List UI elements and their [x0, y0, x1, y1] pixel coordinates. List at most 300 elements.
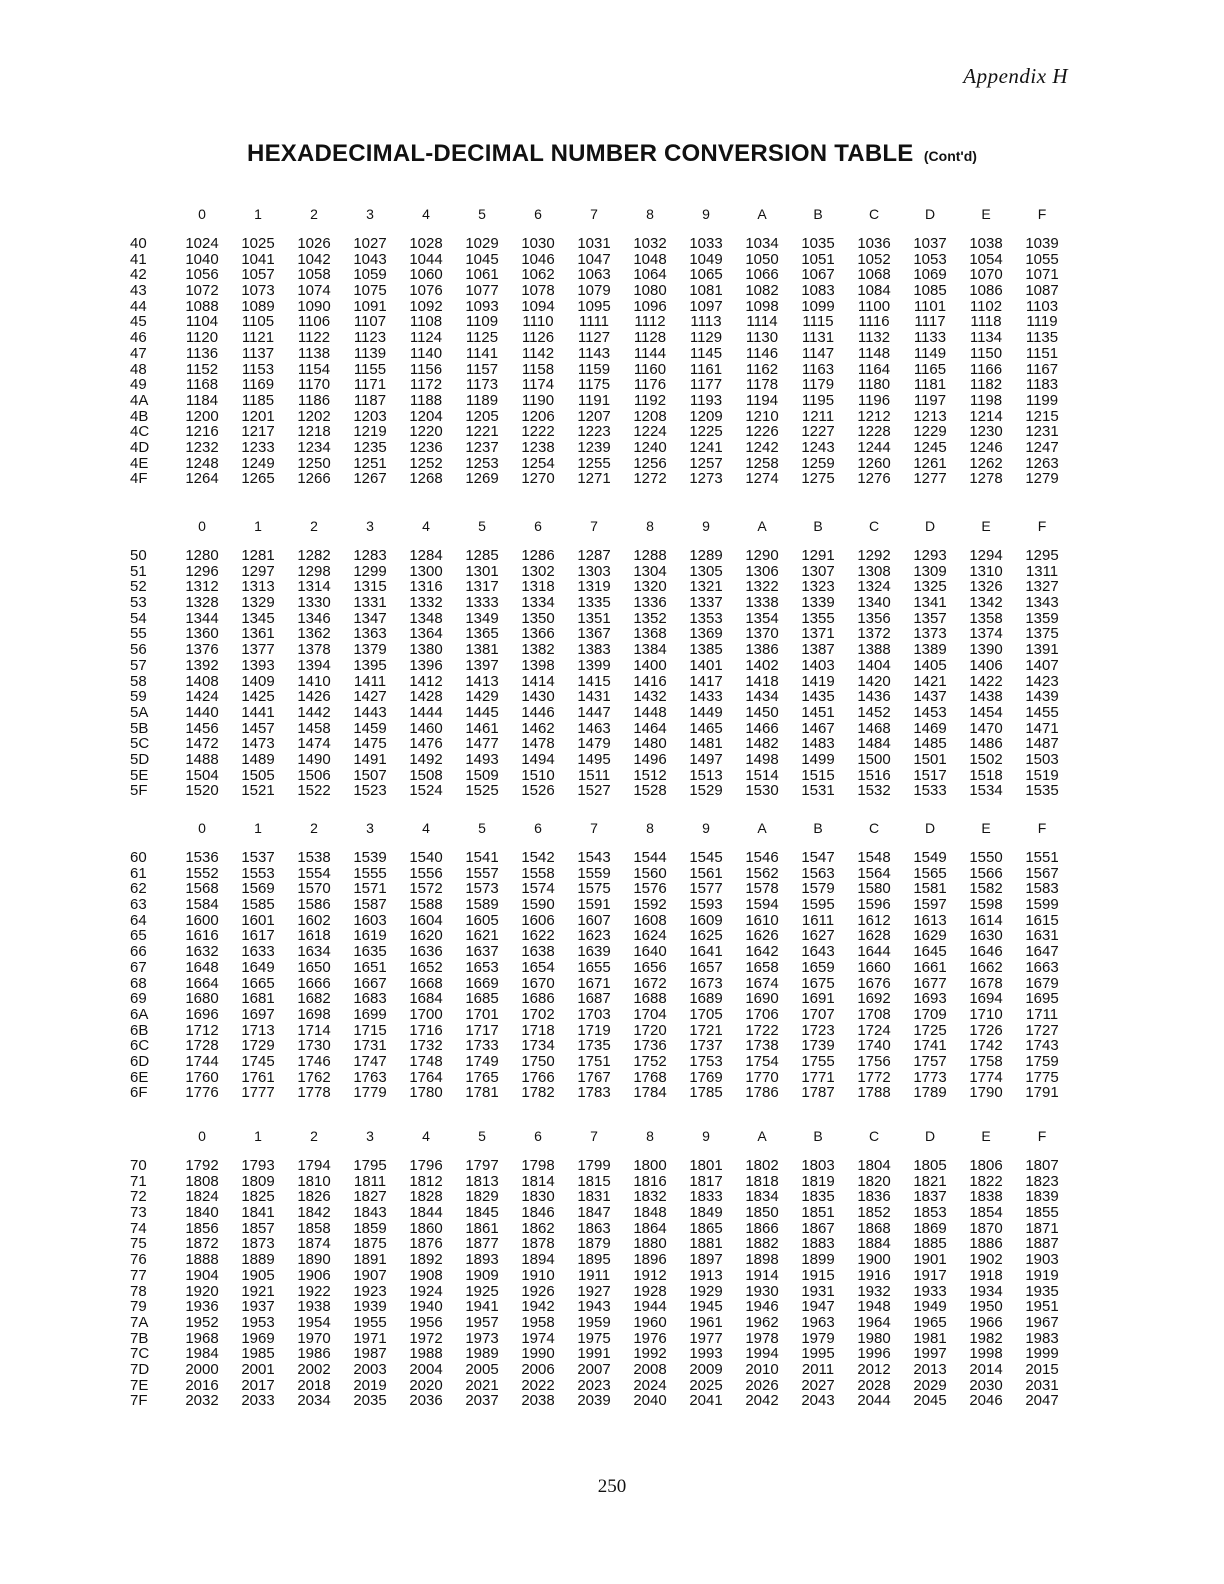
table-cell: 1908 [409, 1266, 443, 1284]
table-cell: 1642 [745, 943, 779, 961]
table-cell: 1562 [745, 864, 779, 882]
table-cell: 1734 [521, 1037, 555, 1055]
table-cell: 1172 [409, 376, 443, 394]
column-header: 1 [254, 820, 262, 836]
table-cell: 1559 [577, 864, 611, 882]
table-cell: 1775 [1025, 1068, 1059, 1086]
table-cell: 1970 [297, 1329, 331, 1347]
table-cell: 1614 [969, 911, 1003, 929]
table-cell: 1854 [969, 1204, 1003, 1222]
table-cell: 1829 [465, 1188, 499, 1206]
table-cell: 1307 [801, 562, 835, 580]
column-header: 6 [534, 518, 542, 534]
row-label: 7C [130, 1345, 150, 1363]
table-cell: 1965 [913, 1313, 947, 1331]
table-cell: 1865 [689, 1219, 723, 1237]
table-row [126, 1331, 1070, 1347]
table-cell: 1324 [857, 578, 891, 596]
table-cell: 1806 [969, 1157, 1003, 1174]
table-cell: 1727 [1025, 1021, 1059, 1039]
row-label: 77 [130, 1266, 147, 1284]
table-cell: 1803 [801, 1157, 835, 1174]
row-label: 5E [130, 766, 149, 784]
table-cell: 1337 [689, 594, 723, 612]
table-cell: 1330 [297, 594, 331, 612]
table-cell: 1175 [577, 376, 611, 394]
table-cell: 1863 [577, 1219, 611, 1237]
table-cell: 1592 [633, 896, 667, 914]
table-cell: 1343 [1025, 594, 1059, 612]
table-cell: 1648 [185, 958, 219, 976]
table-cell: 1566 [969, 864, 1003, 882]
table-cell: 1496 [633, 750, 667, 768]
table-cell: 1375 [1025, 625, 1059, 643]
table-cell: 1448 [633, 703, 667, 721]
table-cell: 1629 [913, 927, 947, 945]
table-cell: 1643 [801, 943, 835, 961]
table-cell: 1300 [409, 562, 443, 580]
table-cell: 1346 [297, 609, 331, 627]
table-cell: 1526 [521, 782, 555, 800]
table-cell: 1258 [745, 454, 779, 472]
table-cell: 1699 [353, 1005, 387, 1023]
table-row [126, 236, 1070, 252]
column-header: 9 [702, 820, 710, 836]
table-cell: 1712 [185, 1021, 219, 1039]
table-cell: 1161 [689, 360, 723, 378]
table-cell: 1128 [633, 329, 667, 347]
table-row [126, 548, 1070, 564]
table-cell: 1378 [297, 641, 331, 659]
table-cell: 1454 [969, 703, 1003, 721]
column-header: 0 [198, 518, 206, 534]
table-cell: 1490 [297, 750, 331, 768]
column-header: 0 [198, 206, 206, 222]
table-cell: 1103 [1025, 297, 1059, 315]
table-cell: 1724 [857, 1021, 891, 1039]
table-cell: 1972 [409, 1329, 443, 1347]
table-cell: 1065 [689, 266, 723, 284]
table-cell: 1388 [857, 641, 891, 659]
table-cell: 1269 [465, 470, 499, 488]
table-cell: 1093 [465, 297, 499, 315]
table-cell: 1832 [633, 1188, 667, 1206]
table-cell: 1772 [857, 1068, 891, 1086]
table-cell: 1819 [801, 1172, 835, 1190]
table-row [126, 960, 1070, 976]
table-cell: 1466 [745, 719, 779, 737]
table-cell: 1828 [409, 1188, 443, 1206]
table-cell: 1529 [689, 782, 723, 800]
table-cell: 1239 [577, 438, 611, 456]
table-cell: 1824 [185, 1188, 219, 1206]
table-cell: 1637 [465, 943, 499, 961]
row-label: 70 [130, 1157, 147, 1174]
table-cell: 2044 [857, 1392, 891, 1410]
table-cell: 1778 [297, 1084, 331, 1102]
table-row [126, 928, 1070, 944]
table-row [126, 314, 1070, 330]
row-label: 68 [130, 974, 147, 992]
table-cell: 1256 [633, 454, 667, 472]
table-row [126, 377, 1070, 393]
table-row [126, 393, 1070, 409]
table-cell: 1922 [297, 1282, 331, 1300]
column-header-row [126, 814, 1070, 842]
table-cell: 2000 [185, 1360, 219, 1378]
row-label: 5B [130, 719, 149, 737]
table-cell: 1577 [689, 880, 723, 898]
table-cell: 1991 [577, 1345, 611, 1363]
table-cell: 2001 [241, 1360, 275, 1378]
table-cell: 1205 [465, 407, 499, 425]
table-cell: 1695 [1025, 990, 1059, 1008]
table-cell: 1305 [689, 562, 723, 580]
row-label: 7A [130, 1313, 149, 1331]
table-cell: 1225 [689, 423, 723, 441]
table-cell: 1701 [465, 1005, 499, 1023]
table-row [126, 1174, 1070, 1190]
table-cell: 1459 [353, 719, 387, 737]
table-cell: 1250 [297, 454, 331, 472]
table-cell: 1064 [633, 266, 667, 284]
column-header: 8 [646, 820, 654, 836]
table-cell: 1672 [633, 974, 667, 992]
table-cell: 1662 [969, 958, 1003, 976]
table-cell: 1136 [185, 344, 219, 362]
table-cell: 1948 [857, 1298, 891, 1316]
table-cell: 1033 [689, 235, 723, 252]
table-cell: 1335 [577, 594, 611, 612]
table-cell: 1571 [353, 880, 387, 898]
table-cell: 1707 [801, 1005, 835, 1023]
table-row [126, 283, 1070, 299]
column-header: 9 [702, 206, 710, 222]
table-cell: 1811 [353, 1172, 387, 1190]
table-cell: 1694 [969, 990, 1003, 1008]
table-cell: 1844 [409, 1204, 443, 1222]
table-cell: 1236 [409, 438, 443, 456]
table-cell: 1781 [465, 1084, 499, 1102]
table-cell: 1499 [801, 750, 835, 768]
table-cell: 1809 [241, 1172, 275, 1190]
table-cell: 1308 [857, 562, 891, 580]
table-cell: 1446 [521, 703, 555, 721]
table-cell: 1892 [409, 1251, 443, 1269]
table-cell: 1434 [745, 688, 779, 706]
table-cell: 1413 [465, 672, 499, 690]
column-header: F [1037, 206, 1047, 222]
table-cell: 1603 [353, 911, 387, 929]
table-cell: 1252 [409, 454, 443, 472]
table-row [126, 1252, 1070, 1268]
table-cell: 1465 [689, 719, 723, 737]
table-cell: 1536 [185, 849, 219, 866]
table-cell: 1498 [745, 750, 779, 768]
column-header: 2 [310, 1128, 318, 1144]
table-cell: 1290 [745, 547, 779, 564]
table-cell: 1385 [689, 641, 723, 659]
table-cell: 1401 [689, 656, 723, 674]
row-label: 53 [130, 594, 147, 612]
table-cell: 1158 [521, 360, 555, 378]
table-cell: 1149 [913, 344, 947, 362]
table-cell: 1589 [465, 896, 499, 914]
row-label: 60 [130, 849, 147, 866]
table-cell: 1954 [297, 1313, 331, 1331]
table-cell: 1786 [745, 1084, 779, 1102]
table-cell: 1596 [857, 896, 891, 914]
table-cell: 1034 [745, 235, 779, 252]
table-cell: 1262 [969, 454, 1003, 472]
column-header: 5 [478, 206, 486, 222]
table-cell: 1754 [745, 1052, 779, 1070]
table-cell: 2028 [857, 1376, 891, 1394]
table-cell: 1579 [801, 880, 835, 898]
table-cell: 2026 [745, 1376, 779, 1394]
table-cell: 1631 [1025, 927, 1059, 945]
table-block-50 [126, 512, 1070, 799]
column-header: C [868, 518, 880, 534]
table-cell: 1215 [1025, 407, 1059, 425]
table-cell: 2006 [521, 1360, 555, 1378]
table-cell: 1733 [465, 1037, 499, 1055]
table-cell: 1314 [297, 578, 331, 596]
table-cell: 1840 [185, 1204, 219, 1222]
table-cell: 1802 [745, 1157, 779, 1174]
table-cell: 1659 [801, 958, 835, 976]
table-cell: 1310 [969, 562, 1003, 580]
table-cell: 1881 [689, 1235, 723, 1253]
table-cell: 1511 [577, 766, 611, 784]
table-cell: 1150 [969, 344, 1003, 362]
column-header: B [813, 820, 823, 836]
table-cell: 1852 [857, 1204, 891, 1222]
table-cell: 1673 [689, 974, 723, 992]
table-cell: 1501 [913, 750, 947, 768]
row-label: 47 [130, 344, 147, 362]
table-cell: 1984 [185, 1345, 219, 1363]
table-cell: 1848 [633, 1204, 667, 1222]
table-cell: 1230 [969, 423, 1003, 441]
column-header: A [757, 820, 767, 836]
table-cell: 1916 [857, 1266, 891, 1284]
table-cell: 1266 [297, 470, 331, 488]
table-cell: 1240 [633, 438, 667, 456]
table-cell: 1157 [465, 360, 499, 378]
table-cell: 1546 [745, 849, 779, 866]
table-cell: 2043 [801, 1392, 835, 1410]
table-cell: 2037 [465, 1392, 499, 1410]
row-label: 50 [130, 547, 147, 564]
table-cell: 1652 [409, 958, 443, 976]
table-cell: 1492 [409, 750, 443, 768]
table-row [126, 471, 1070, 487]
table-cell: 1420 [857, 672, 891, 690]
table-cell: 1436 [857, 688, 891, 706]
table-cell: 1127 [577, 329, 611, 347]
row-label: 6D [130, 1052, 150, 1070]
table-cell: 1565 [913, 864, 947, 882]
column-header: E [981, 820, 991, 836]
table-cell: 1069 [913, 266, 947, 284]
table-cell: 1812 [409, 1172, 443, 1190]
table-cell: 1193 [689, 391, 723, 409]
table-cell: 1097 [689, 297, 723, 315]
table-cell: 1903 [1025, 1251, 1059, 1269]
table-cell: 1839 [1025, 1188, 1059, 1206]
table-cell: 1740 [857, 1037, 891, 1055]
table-cell: 1612 [857, 911, 891, 929]
table-cell: 1687 [577, 990, 611, 1008]
table-cell: 1857 [241, 1219, 275, 1237]
table-cell: 1106 [297, 313, 331, 331]
table-row [126, 626, 1070, 642]
table-cell: 1430 [521, 688, 555, 706]
table-cell: 1517 [913, 766, 947, 784]
table-cell: 1870 [969, 1219, 1003, 1237]
table-cell: 1283 [353, 547, 387, 564]
table-cell: 1681 [241, 990, 275, 1008]
table-cell: 1864 [633, 1219, 667, 1237]
row-label: 4E [130, 454, 149, 472]
table-cell: 1575 [577, 880, 611, 898]
table-cell: 1976 [633, 1329, 667, 1347]
table-cell: 1683 [353, 990, 387, 1008]
table-cell: 1304 [633, 562, 667, 580]
table-cell: 1910 [521, 1266, 555, 1284]
table-cell: 1472 [185, 735, 219, 753]
table-cell: 1404 [857, 656, 891, 674]
table-row [126, 721, 1070, 737]
table-cell: 1503 [1025, 750, 1059, 768]
table-cell: 1943 [577, 1298, 611, 1316]
table-cell: 1502 [969, 750, 1003, 768]
table-cell: 1679 [1025, 974, 1059, 992]
table-cell: 1729 [241, 1037, 275, 1055]
table-cell: 1902 [969, 1251, 1003, 1269]
table-cell: 1525 [465, 782, 499, 800]
table-cell: 1636 [409, 943, 443, 961]
table-cell: 1183 [1025, 376, 1059, 394]
table-cell: 1895 [577, 1251, 611, 1269]
row-label: 79 [130, 1298, 147, 1316]
column-header: 5 [478, 820, 486, 836]
table-cell: 1130 [745, 329, 779, 347]
table-cell: 1937 [241, 1298, 275, 1316]
table-cell: 1758 [969, 1052, 1003, 1070]
table-cell: 1884 [857, 1235, 891, 1253]
table-cell: 1750 [521, 1052, 555, 1070]
table-cell: 1257 [689, 454, 723, 472]
row-label: 6C [130, 1037, 150, 1055]
table-cell: 1403 [801, 656, 835, 674]
table-cell: 1697 [241, 1005, 275, 1023]
table-cell: 1087 [1025, 282, 1059, 300]
table-cell: 1508 [409, 766, 443, 784]
table-cell: 1855 [1025, 1204, 1059, 1222]
table-row [126, 783, 1070, 799]
table-cell: 1783 [577, 1084, 611, 1102]
table-cell: 1350 [521, 609, 555, 627]
table-cell: 1075 [353, 282, 387, 300]
table-cell: 1345 [241, 609, 275, 627]
column-header: F [1037, 518, 1047, 534]
table-cell: 1402 [745, 656, 779, 674]
table-cell: 1146 [745, 344, 779, 362]
table-cell: 1495 [577, 750, 611, 768]
column-header: 4 [422, 518, 430, 534]
table-cell: 1048 [633, 250, 667, 268]
table-cell: 1860 [409, 1219, 443, 1237]
table-cell: 1646 [969, 943, 1003, 961]
table-cell: 1868 [857, 1219, 891, 1237]
table-cell: 1074 [297, 282, 331, 300]
table-cell: 1761 [241, 1068, 275, 1086]
table-cell: 1520 [185, 782, 219, 800]
table-cell: 1284 [409, 547, 443, 564]
table-cell: 1598 [969, 896, 1003, 914]
table-cell: 1198 [969, 391, 1003, 409]
table-cell: 1620 [409, 927, 443, 945]
table-cell: 1931 [801, 1282, 835, 1300]
table-cell: 1248 [185, 454, 219, 472]
table-cell: 1688 [633, 990, 667, 1008]
table-cell: 1967 [1025, 1313, 1059, 1331]
table-cell: 1322 [745, 578, 779, 596]
table-cell: 1438 [969, 688, 1003, 706]
table-cell: 1320 [633, 578, 667, 596]
table-cell: 1222 [521, 423, 555, 441]
table-cell: 1063 [577, 266, 611, 284]
table-cell: 1028 [409, 235, 443, 252]
table-cell: 1570 [297, 880, 331, 898]
table-cell: 1025 [241, 235, 275, 252]
table-cell: 1062 [521, 266, 555, 284]
table-cell: 1227 [801, 423, 835, 441]
row-label: 52 [130, 578, 147, 596]
table-cell: 1590 [521, 896, 555, 914]
table-cell: 1899 [801, 1251, 835, 1269]
table-cell: 1453 [913, 703, 947, 721]
table-cell: 2022 [521, 1376, 555, 1394]
page-title [0, 140, 1224, 168]
table-cell: 1373 [913, 625, 947, 643]
table-cell: 1439 [1025, 688, 1059, 706]
table-cell: 1505 [241, 766, 275, 784]
table-cell: 1845 [465, 1204, 499, 1222]
table-cell: 1677 [913, 974, 947, 992]
table-cell: 1099 [801, 297, 835, 315]
table-cell: 1609 [689, 911, 723, 929]
row-label: 72 [130, 1188, 147, 1206]
table-cell: 1276 [857, 470, 891, 488]
table-cell: 1363 [353, 625, 387, 643]
table-cell: 1833 [689, 1188, 723, 1206]
table-cell: 1716 [409, 1021, 443, 1039]
table-cell: 2046 [969, 1392, 1003, 1410]
table-cell: 1417 [689, 672, 723, 690]
table-cell: 1442 [297, 703, 331, 721]
table-cell: 1143 [577, 344, 611, 362]
table-cell: 1188 [409, 391, 443, 409]
table-cell: 1491 [353, 750, 387, 768]
table-cell: 1315 [353, 578, 387, 596]
table-cell: 2035 [353, 1392, 387, 1410]
table-cell: 2011 [801, 1360, 835, 1378]
table-cell: 1073 [241, 282, 275, 300]
table-cell: 2031 [1025, 1376, 1059, 1394]
